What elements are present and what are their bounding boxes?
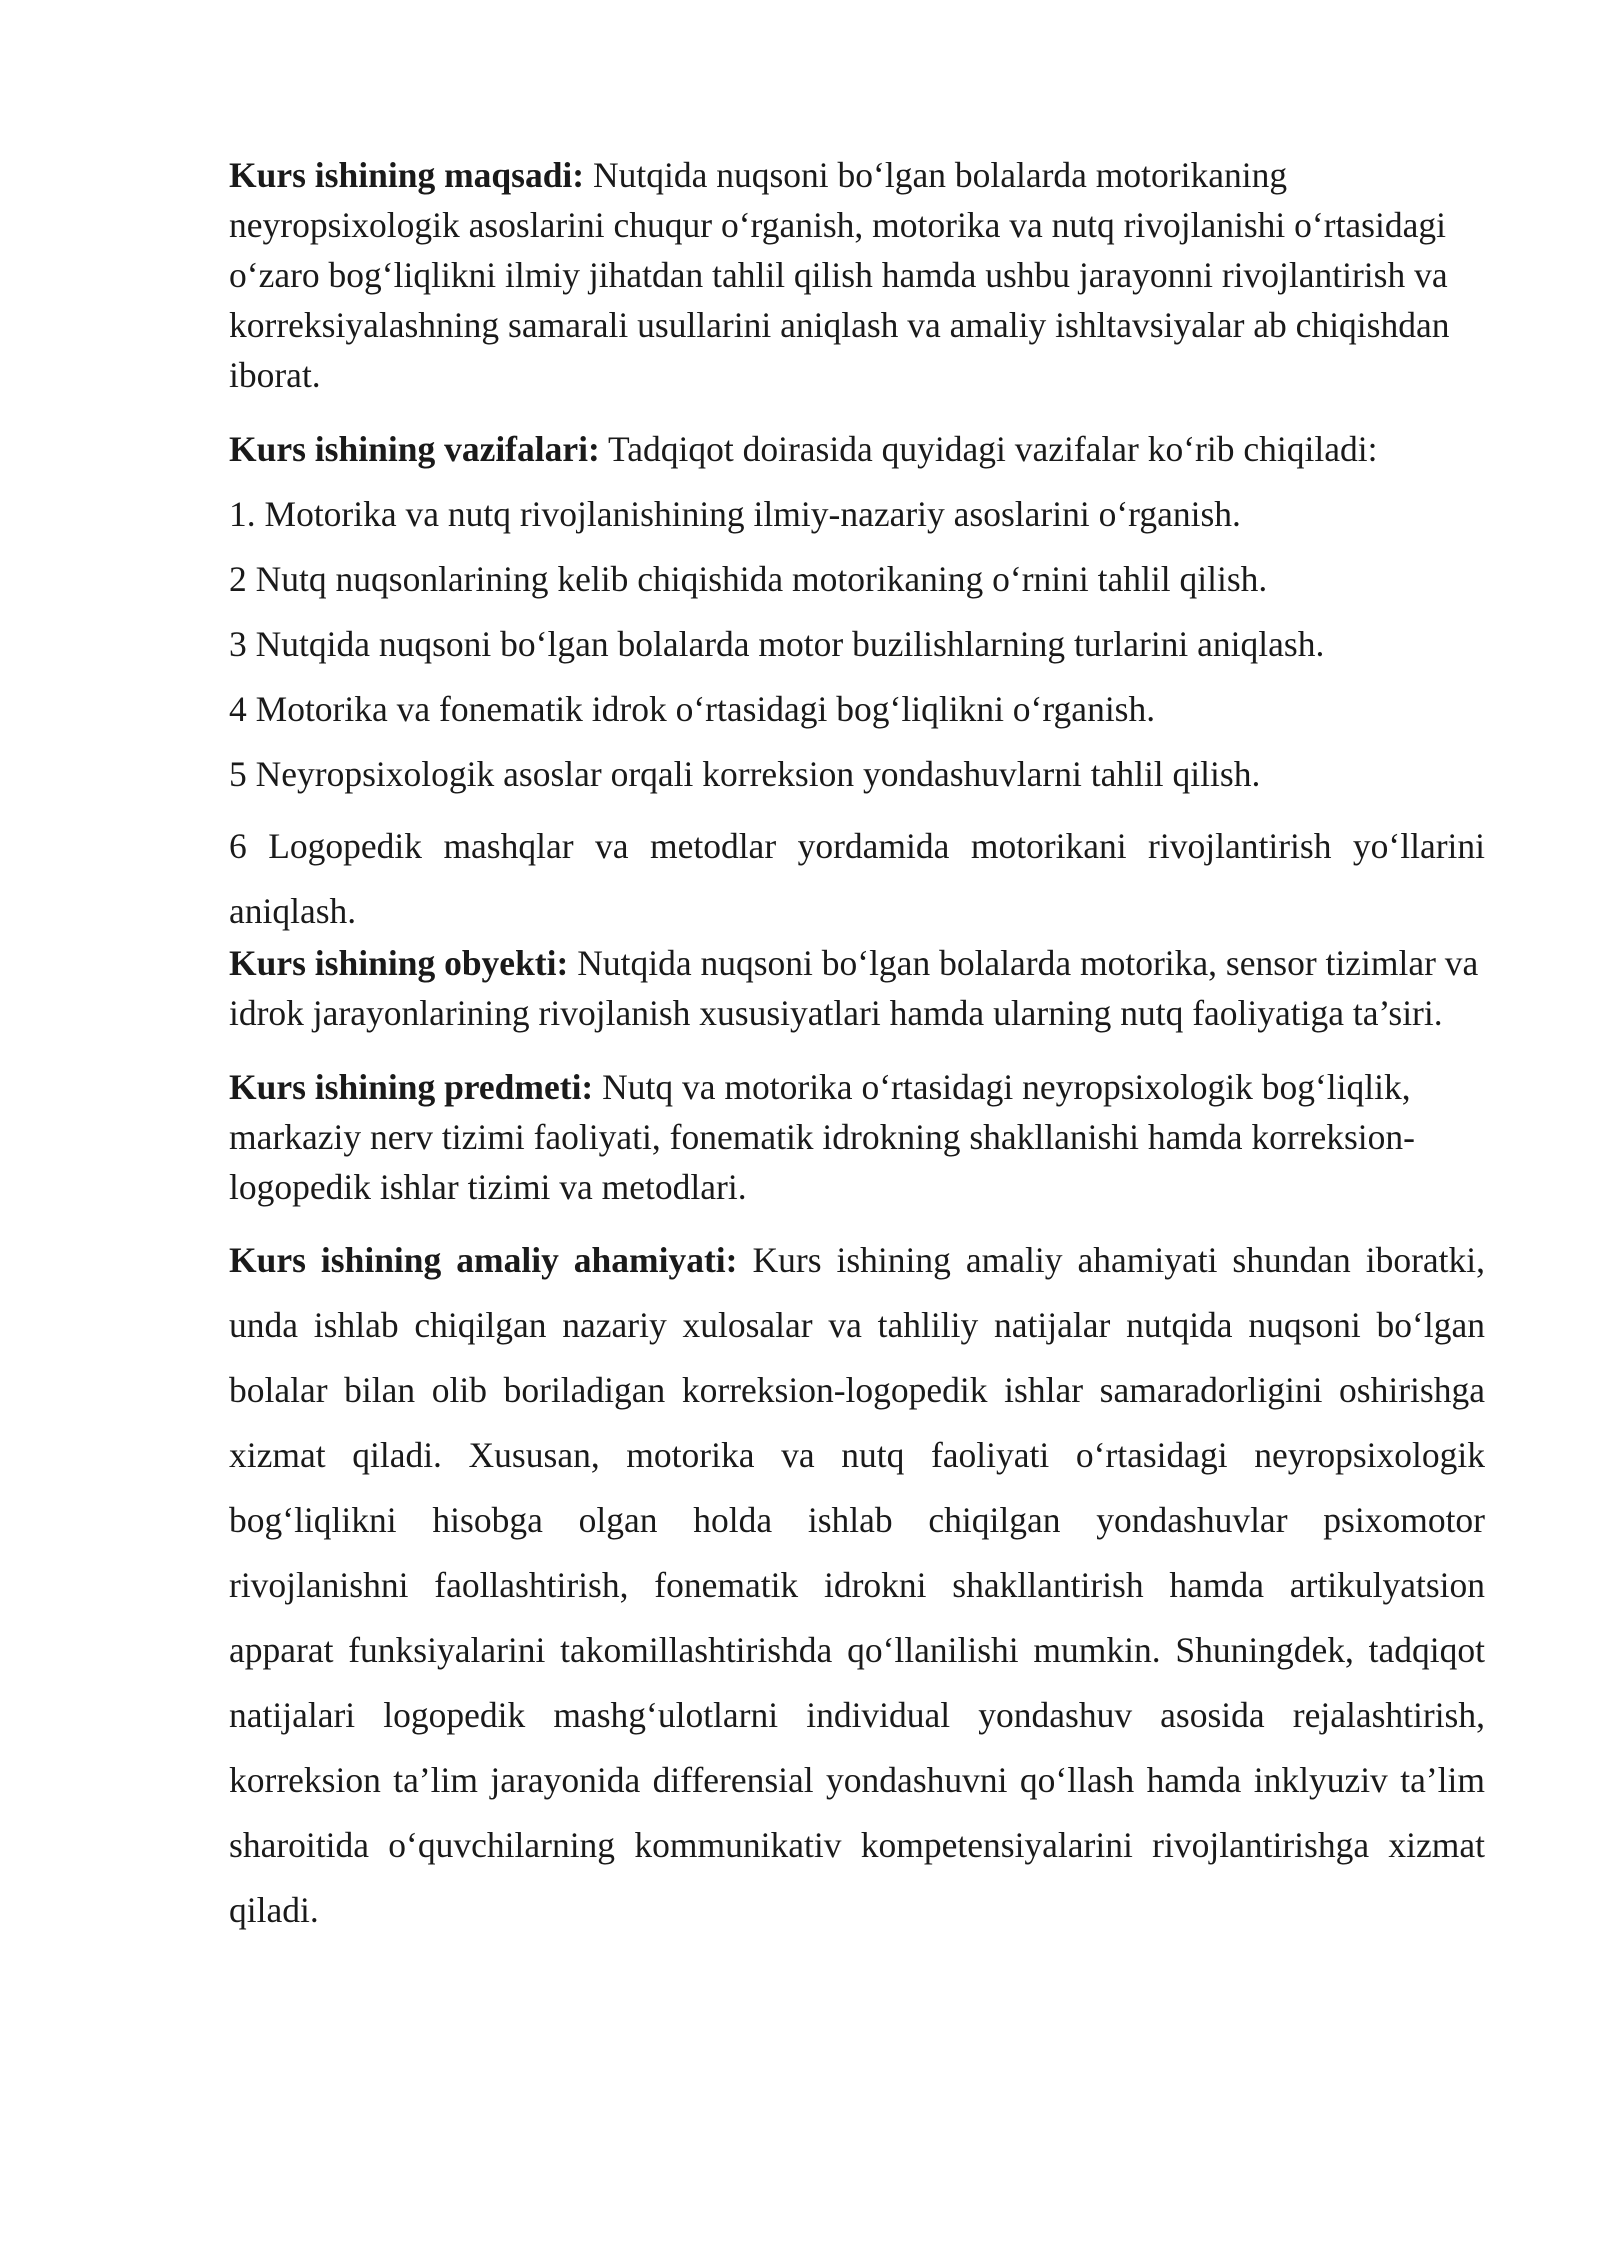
task-item-5: 5 Neyropsixologik asoslar orqali korreksion yondashuvlarni tahlil qilish.	[229, 754, 1261, 794]
predmeti-text: Nutq va motorika o‘rtasidagi neyropsixologik bog‘liqlik, markaziy nerv tizimi faoliyati, fonematik idrokning shakllanishi hamda korreksion-logopedik ishlar tizimi va metodlari.	[229, 1067, 1415, 1207]
paragraph-predmeti	[229, 1062, 1485, 1212]
maqsadi-label: Kurs ishining maqsadi:	[229, 155, 585, 195]
paragraph-maqsadi	[229, 150, 1485, 400]
task-item-6: 6 Logopedik mashqlar va metodlar yordamida motorikani rivojlantirish yo‘llarini aniqlash.	[229, 826, 1485, 931]
vazifalari-label: Kurs ishining vazifalari:	[229, 429, 600, 469]
maqsadi-text: Nutqida nuqsoni bo‘lgan bolalarda motorikaning neyropsixologik asoslarini chuqur o‘rganish, motorika va nutq rivojlanishi o‘rtasidagi o‘zaro bog‘liqlikni ilmiy jihatdan tahlil qilish hamda ushbu jarayonni rivojlantirish va korreksiyalashning samarali usullarini aniqlash va amaliy ishltavsiyalar ab chiqishdan iborat.	[229, 155, 1450, 395]
task-item-2: 2 Nutq nuqsonlarining kelib chiqishida motorikaning o‘rnini tahlil qilish.	[229, 559, 1268, 599]
obyekti-text: Nutqida nuqsoni bo‘lgan bolalarda motorika, sensor tizimlar va idrok jarayonlarining rivojlanish xususiyatlari hamda ularning nutq faoliyatiga ta’siri.	[229, 943, 1479, 1033]
task-item-3: 3 Nutqida nuqsoni bo‘lgan bolalarda motor buzilishlarning turlarini aniqlash.	[229, 624, 1325, 664]
predmeti-label: Kurs ishining predmeti:	[229, 1067, 594, 1107]
obyekti-label: Kurs ishining obyekti:	[229, 943, 569, 983]
paragraph-obyekti	[229, 938, 1485, 1038]
amaliy-text: Kurs ishining amaliy ahamiyati shundan iboratki, unda ishlab chiqilgan nazariy xulosalar va tahliliy natijalar nutqida nuqsoni bo‘lgan bolalar bilan olib boriladigan korreksion-logopedik ishlar samaradorligini oshirishga xizmat qiladi. Xususan, motorika va nutq faoliyati o‘rtasidagi neyropsixologik bog‘liqlikni hisobga olgan holda ishlab chiqilgan yondashuvlar psixomotor rivojlanishni faollashtirish, fonematik idrokni shakllantirish hamda artikulyatsion apparat funksiyalarini takomillashtirishda qo‘llanilishi mumkin. Shuningdek, tadqiqot natijalari logopedik mashg‘ulotlarni individual yondashuv asosida rejalashtirish, korreksion ta’lim jarayonida differensial yondashuvni qo‘llash hamda inklyuziv ta’lim sharoitida o‘quvchilarning kommunikativ kompetensiyalarini rivojlantirishga xizmat qiladi.	[229, 1240, 1486, 1930]
amaliy-label: Kurs ishining amaliy ahamiyati:	[229, 1240, 738, 1280]
vazifalari-text: Tadqiqot doirasida quyidagi vazifalar ko‘rib chiqiladi:	[599, 429, 1378, 469]
document-page	[229, 150, 1485, 1943]
paragraph-vazifalari	[229, 424, 1485, 474]
task-item-1: 1. Motorika va nutq rivojlanishining ilmiy-nazariy asoslarini o‘rganish.	[229, 494, 1241, 534]
paragraph-amaliy	[229, 1228, 1485, 1943]
task-item-4: 4 Motorika va fonematik idrok o‘rtasidagi bog‘liqlikni o‘rganish.	[229, 689, 1156, 729]
